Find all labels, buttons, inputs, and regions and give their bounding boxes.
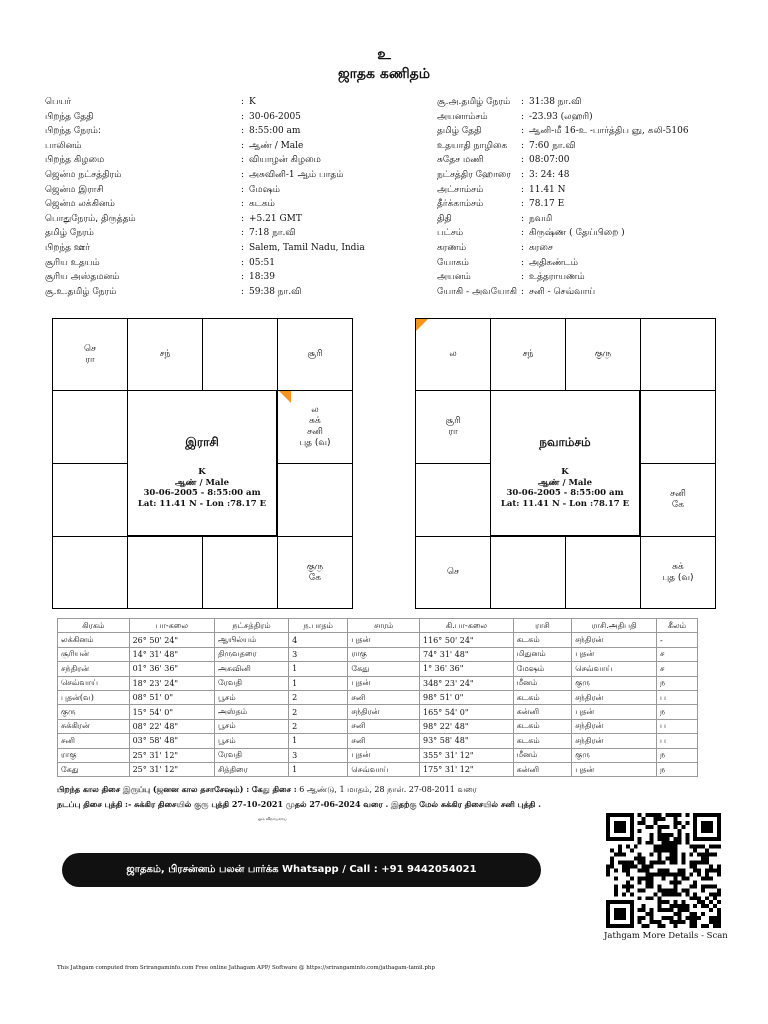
table-cell: கடகம் — [513, 690, 572, 704]
table-cell: 348° 23' 24" — [420, 676, 514, 690]
table-cell: 93° 58' 48" — [420, 734, 514, 748]
detail-value: உத்தராயணம் — [529, 272, 585, 283]
table-cell: கடகம் — [513, 734, 572, 748]
detail-colon: : — [241, 213, 245, 224]
detail-row — [437, 124, 689, 139]
table-cell: திருவதரை — [215, 647, 289, 661]
detail-value: 3: 24: 48 — [529, 169, 570, 180]
column-header: ராசி.அதிபதி — [572, 619, 657, 633]
detail-row — [437, 110, 689, 125]
detail-value: கடகம் — [249, 199, 275, 210]
detail-label: உதயாதி நாழிகை — [437, 140, 508, 151]
detail-row — [437, 183, 689, 198]
table-cell: 1 — [289, 662, 348, 676]
detail-value: 31:38 நா.வி — [529, 97, 582, 107]
detail-label: கரணம் — [437, 242, 467, 253]
table-cell: குரு — [572, 676, 657, 690]
navamsa-house-cell — [640, 463, 716, 537]
planet-label: புத (வ) — [662, 572, 694, 583]
detail-label: பிறந்த ஊர் — [45, 242, 90, 253]
navamsa-title: நவாம்சம் — [539, 435, 591, 449]
table-cell: புதன் — [348, 748, 420, 762]
table-cell: சந்திரன் — [572, 633, 657, 647]
column-header: கி.பா-கலை — [420, 619, 514, 633]
table-cell: ந — [656, 676, 697, 690]
table-row — [58, 762, 698, 776]
qr-caption: Jathgam More Details - Scan — [604, 931, 728, 941]
pillaiyar-suzhi: உ — [377, 45, 391, 63]
planet-position-table — [57, 618, 698, 777]
table-cell: சந்திரன் — [572, 719, 657, 733]
planet-label: சந் — [522, 349, 534, 359]
detail-row — [45, 168, 365, 183]
detail-row — [45, 212, 365, 227]
detail-colon: : — [521, 199, 525, 210]
detail-label: பாலினம் — [45, 140, 82, 151]
detail-label: தமிழ் தேதி — [437, 126, 482, 137]
detail-colon: : — [521, 272, 525, 283]
planet-label: செ — [447, 567, 459, 577]
detail-row — [45, 197, 365, 212]
detail-value: கிருஷ்ண ( தேய்பிறை ) — [529, 228, 625, 239]
rasi-house-cell — [52, 318, 128, 391]
table-cell: மேஷம் — [513, 662, 572, 676]
detail-label: பட்சம் — [437, 228, 464, 239]
center-latlon: Lat: 11.41 N - Lon :78.17 E — [500, 498, 630, 509]
planet-label: கே — [671, 500, 685, 510]
detail-label: அயனாம்சம் — [437, 111, 488, 122]
detail-row — [437, 212, 689, 227]
detail-colon: : — [241, 97, 245, 107]
center-name: K — [198, 467, 206, 477]
planet-label: ரா — [448, 427, 458, 437]
detail-value: 59:38 நா.வி — [249, 286, 302, 297]
detail-value: அதிகண்டம் — [529, 257, 578, 268]
planet-label: சனி — [307, 427, 323, 437]
table-cell: சனி — [348, 690, 420, 704]
navamsa-center-info — [491, 467, 639, 509]
column-header: கிரகம் — [58, 619, 130, 633]
planet-label: செ — [84, 343, 96, 354]
table-cell: ப — [656, 734, 697, 748]
center-datetime: 30-06-2005 - 8:55:00 am — [506, 488, 624, 498]
center-datetime: 30-06-2005 - 8:55:00 am — [143, 488, 261, 498]
navamsa-house-cell — [415, 463, 491, 537]
table-cell: கடகம் — [513, 719, 572, 733]
detail-label: ஜென்ம இராசி — [45, 184, 104, 195]
detail-label: சூரிய உதயம் — [45, 257, 100, 268]
column-header: கீலம் — [656, 619, 697, 633]
table-cell: செவ்வாய் — [58, 676, 130, 690]
table-cell: 175° 31' 12" — [420, 762, 514, 776]
detail-value: அசுவினி-1 ஆம் பாதம் — [249, 169, 344, 180]
detail-colon: : — [241, 199, 245, 210]
planet-label: குரு — [594, 349, 612, 359]
table-cell: 116° 50' 24" — [420, 633, 514, 647]
table-row — [58, 734, 698, 748]
detail-colon: : — [521, 169, 525, 180]
detail-colon: : — [241, 155, 245, 166]
page-title: ஜாதக கணிதம் — [337, 66, 431, 82]
table-cell: பூசம் — [215, 690, 289, 704]
lagna-marker — [279, 391, 291, 403]
table-row — [58, 690, 698, 704]
navamsa-house-cell — [565, 536, 641, 609]
table-cell: கேது — [58, 762, 130, 776]
detail-label: தமிழ் நேரம் — [45, 228, 94, 239]
detail-label: சுதேச மணி — [437, 155, 484, 166]
rasi-house-cell — [277, 536, 353, 609]
column-header: ராசி — [513, 619, 572, 633]
planet-label: கே — [308, 572, 322, 583]
detail-value: மேஷம் — [249, 184, 280, 195]
detail-row — [437, 168, 689, 183]
planet-label: சனி — [670, 489, 686, 499]
table-cell: கடகம் — [513, 633, 572, 647]
table-cell: சந்திரன் — [348, 705, 420, 719]
current-dasa: நடப்பு திசை புத்தி :- சுக்கிர திசையில் குரு புத்தி 27-10-2021 முதல் 27-06-2024 வரை . இதற்கு மேல் சுக்கிர திசையில் சனி புத்தி . — [57, 799, 541, 809]
column-header: நட்சத்திரம் — [215, 619, 289, 633]
table-cell: புதன்(வ) — [58, 690, 130, 704]
table-cell: ரேவதி — [215, 676, 289, 690]
table-cell: புதன் — [348, 633, 420, 647]
detail-colon: : — [241, 184, 245, 195]
table-cell: 2 — [289, 719, 348, 733]
table-cell: 98° 51' 0" — [420, 690, 514, 704]
dasa-balance-value: 6 ஆண்டு, 1 மாதம், 28 நாள். 27-08-2011 வரை — [296, 785, 477, 794]
detail-colon: : — [521, 155, 525, 166]
table-cell: 355° 31' 12" — [420, 748, 514, 762]
rasi-center-info — [128, 467, 276, 509]
detail-label: ஜென்ம லக்கினம் — [45, 199, 115, 210]
table-cell: ச — [656, 662, 697, 676]
rasi-house-cell — [127, 536, 203, 609]
table-row — [58, 705, 698, 719]
planet-label: சந் — [159, 349, 171, 359]
detail-row — [45, 226, 365, 241]
table-cell: கன்னி — [513, 762, 572, 776]
detail-colon: : — [241, 111, 245, 122]
column-header: சாரம் — [348, 619, 420, 633]
center-gender: ஆண் / Male — [174, 477, 230, 488]
table-cell: சுக்கிரன் — [58, 719, 130, 733]
table-cell: 165° 54' 0" — [420, 705, 514, 719]
table-cell: சந்திரன் — [572, 690, 657, 704]
navamsa-house-cell — [640, 390, 716, 464]
qr-code-icon[interactable] — [606, 813, 721, 928]
table-cell: 4 — [289, 633, 348, 647]
detail-row — [45, 256, 365, 271]
detail-label: சூ.அ.தமிழ் நேரம் — [437, 97, 511, 107]
details-left-table — [45, 95, 365, 299]
table-cell: 1 — [289, 676, 348, 690]
detail-colon: : — [241, 126, 245, 137]
detail-colon: : — [521, 184, 525, 195]
center-latlon: Lat: 11.41 N - Lon :78.17 E — [137, 498, 267, 509]
navamsa-house-cell — [640, 318, 716, 391]
table-row — [58, 662, 698, 676]
table-cell: சந்திரன் — [572, 734, 657, 748]
tiny-note: ஓம் விநாயகாய — [258, 816, 287, 821]
table-cell: குரு — [572, 748, 657, 762]
detail-colon: : — [521, 257, 525, 268]
detail-colon: : — [241, 242, 245, 253]
table-cell: சந்திரன் — [58, 662, 130, 676]
rasi-house-cell — [52, 463, 128, 537]
table-cell: சனி — [348, 719, 420, 733]
detail-value: 8:55:00 am — [249, 126, 301, 137]
lagna-marker — [416, 319, 428, 331]
rasi-house-cell — [127, 318, 203, 391]
detail-row — [45, 95, 365, 110]
center-name: K — [561, 467, 569, 477]
detail-colon: : — [241, 169, 245, 180]
planet-table-header — [58, 619, 698, 633]
rasi-house-cell — [52, 536, 128, 609]
detail-value: 11.41 N — [529, 184, 566, 195]
table-cell: மீனம் — [513, 676, 572, 690]
table-cell: ந — [656, 762, 697, 776]
detail-value: சனி - செவ்வாய் — [529, 286, 596, 297]
planet-label: புத (வ) — [299, 438, 331, 448]
detail-colon: : — [241, 286, 245, 297]
table-cell: புதன் — [572, 705, 657, 719]
rasi-title: இராசி — [185, 435, 219, 449]
table-cell: குரு — [58, 705, 130, 719]
table-cell: 03° 58' 48" — [129, 734, 214, 748]
table-cell: அசுவினி — [215, 662, 289, 676]
planet-label: சுக் — [672, 561, 684, 572]
table-row — [58, 748, 698, 762]
rasi-house-cell — [52, 390, 128, 464]
table-cell: ப — [656, 719, 697, 733]
table-cell: ராகு — [58, 748, 130, 762]
table-cell: 1 — [289, 734, 348, 748]
table-row — [58, 719, 698, 733]
table-cell: சூரியன் — [58, 647, 130, 661]
planet-label: ரா — [85, 354, 95, 365]
rasi-house-cell — [202, 536, 278, 609]
table-cell: ஆயில்யம் — [215, 633, 289, 647]
detail-value: 78.17 E — [529, 199, 565, 210]
navamsa-house-cell — [565, 318, 641, 391]
detail-value: கரசை — [529, 242, 553, 253]
table-cell: 98° 22' 48" — [420, 719, 514, 733]
table-cell: மிதுனம் — [513, 647, 572, 661]
detail-value: -23.93 (லஹரி) — [529, 111, 593, 122]
table-cell: புதன் — [572, 647, 657, 661]
detail-colon: : — [521, 286, 525, 297]
detail-value: ஆண் / Male — [249, 140, 304, 151]
table-cell: 74° 31' 48" — [420, 647, 514, 661]
planet-label: சுக் — [309, 416, 321, 426]
navamsa-house-cell — [490, 536, 566, 609]
detail-row — [45, 241, 365, 256]
detail-row — [437, 241, 689, 256]
detail-label: சூ.உ.தமிழ் நேரம் — [45, 286, 117, 297]
detail-label: பிறந்த கிழமை — [45, 155, 105, 166]
rasi-center — [127, 390, 277, 536]
detail-row — [437, 197, 689, 212]
table-cell: சனி — [58, 734, 130, 748]
detail-row — [437, 285, 689, 300]
detail-label: யோகி - அவயோகி — [437, 286, 517, 297]
detail-value: 7:60 நா.வி — [529, 140, 576, 151]
detail-colon: : — [241, 140, 245, 151]
planet-label: ல — [449, 349, 457, 359]
detail-label: யோகம் — [437, 257, 469, 268]
table-cell: 01° 36' 36" — [129, 662, 214, 676]
table-cell: கேது — [348, 662, 420, 676]
detail-row — [45, 110, 365, 125]
table-cell: அஸ்தம் — [215, 705, 289, 719]
table-cell: 3 — [289, 647, 348, 661]
navamsa-chart — [415, 318, 715, 608]
detail-row — [45, 285, 365, 300]
column-header: பா-கலை — [129, 619, 214, 633]
table-cell: கன்னி — [513, 705, 572, 719]
detail-label: பிறந்த நேரம்: — [45, 126, 101, 137]
detail-label: பொதுநேரம், திருத்தம் — [45, 213, 136, 224]
detail-label: தீர்க்காம்சம் — [437, 199, 484, 210]
detail-label: திதி — [437, 213, 452, 224]
planet-label: குரு — [306, 561, 324, 572]
table-cell: புதன் — [572, 762, 657, 776]
rasi-house-cell — [277, 463, 353, 537]
detail-colon: : — [521, 140, 525, 151]
detail-row — [437, 153, 689, 168]
table-cell: ராகு — [348, 647, 420, 661]
table-cell: 2 — [289, 705, 348, 719]
table-cell: லக்கினம் — [58, 633, 130, 647]
detail-row — [45, 183, 365, 198]
table-cell: ந — [656, 748, 697, 762]
contact-banner[interactable]: ஜாதகம், பிரசன்னம் பலன் பார்க்க Whatsapp / Call : +91 9442054021 — [62, 853, 541, 887]
detail-colon: : — [521, 228, 525, 239]
detail-row — [437, 95, 689, 110]
table-cell: பூசம் — [215, 719, 289, 733]
rasi-house-cell — [277, 318, 353, 391]
table-cell: பூசம் — [215, 734, 289, 748]
details-right-table — [437, 95, 689, 299]
detail-colon: : — [241, 228, 245, 239]
detail-colon: : — [521, 213, 525, 224]
detail-label: பிறந்த தேதி — [45, 111, 94, 122]
detail-colon: : — [521, 242, 525, 253]
planet-label: ல — [311, 405, 319, 415]
table-row — [58, 676, 698, 690]
detail-colon: : — [521, 111, 525, 122]
table-cell: 18° 23' 24" — [129, 676, 214, 690]
table-cell: 08° 22' 48" — [129, 719, 214, 733]
detail-label: அயனம் — [437, 272, 471, 283]
rasi-house-cell — [202, 318, 278, 391]
detail-value: வியாழன் கிழமை — [249, 155, 321, 166]
column-header: ந.பாதம் — [289, 619, 348, 633]
table-row — [58, 647, 698, 661]
table-cell: 2 — [289, 690, 348, 704]
detail-row — [437, 270, 689, 285]
table-cell: 3 — [289, 748, 348, 762]
table-cell: 25° 31' 12" — [129, 748, 214, 762]
table-cell: 08° 51' 0" — [129, 690, 214, 704]
table-row — [58, 633, 698, 647]
detail-row — [437, 256, 689, 271]
table-cell: செவ்வாய் — [572, 662, 657, 676]
table-cell: புதன் — [348, 676, 420, 690]
dasa-balance-label: பிறந்த கால திசை இருப்பு (ஜனன கால தசாசேஷம்) : கேது திசை : — [57, 784, 297, 794]
navamsa-center — [490, 390, 640, 536]
table-cell: - — [656, 633, 697, 647]
detail-value: +5.21 GMT — [249, 213, 302, 224]
detail-value: Salem, Tamil Nadu, India — [249, 242, 365, 253]
detail-label: சூரிய அஸ்தமனம் — [45, 272, 120, 283]
center-gender: ஆண் / Male — [537, 477, 593, 488]
footer-note: This Jathgam computed from Srirangaminfo.com Free online Jathagam APP/ Software @ https://srirangaminfo.com/jathagam-tamil.php — [57, 965, 435, 971]
navamsa-house-cell — [415, 536, 491, 609]
table-cell: 14° 31' 48" — [129, 647, 214, 661]
detail-colon: : — [521, 126, 525, 137]
detail-value: 18:39 — [249, 272, 275, 283]
navamsa-house-cell — [490, 318, 566, 391]
planet-label: சூரி — [445, 416, 461, 426]
detail-colon: : — [241, 257, 245, 268]
detail-value: 08:07:00 — [529, 155, 570, 166]
detail-colon: : — [521, 97, 525, 107]
detail-value: 7:18 நா.வி — [249, 228, 296, 239]
table-cell: மீனம் — [513, 748, 572, 762]
table-cell: சனி — [348, 734, 420, 748]
detail-value: ஆனி-மீ 16-உ -பார்த்திப ஞு, கலி-5106 — [529, 126, 689, 137]
detail-colon: : — [241, 272, 245, 283]
table-cell: ச — [656, 647, 697, 661]
table-cell: செவ்வாய் — [348, 762, 420, 776]
detail-row — [45, 124, 365, 139]
detail-label: நட்சத்திர ஹோரை — [437, 169, 511, 180]
detail-label: ஜென்ம நட்சத்திரம் — [45, 169, 122, 180]
detail-label: அட்சாம்சம் — [437, 184, 484, 195]
table-cell: ந — [656, 705, 697, 719]
navamsa-house-cell — [415, 390, 491, 464]
detail-value: K — [249, 97, 256, 107]
detail-label: பெயர் — [45, 97, 72, 107]
detail-value: 30-06-2005 — [249, 111, 301, 122]
dasa-balance — [57, 784, 477, 795]
table-cell: 1° 36' 36" — [420, 662, 514, 676]
table-cell: 26° 50' 24" — [129, 633, 214, 647]
table-cell: ப — [656, 690, 697, 704]
table-cell: சித்திரை — [215, 762, 289, 776]
detail-row — [437, 226, 689, 241]
detail-value: நவமி — [529, 213, 553, 224]
detail-row — [437, 139, 689, 154]
table-cell: 15° 54' 0" — [129, 705, 214, 719]
detail-value: 05:51 — [249, 257, 275, 268]
navamsa-house-cell — [640, 536, 716, 609]
detail-row — [45, 153, 365, 168]
table-cell: ரேவதி — [215, 748, 289, 762]
planet-label: சூரி — [307, 349, 323, 359]
rasi-chart — [52, 318, 352, 608]
table-cell: 1 — [289, 762, 348, 776]
detail-row — [45, 139, 365, 154]
table-cell: 25° 31' 12" — [129, 762, 214, 776]
detail-row — [45, 270, 365, 285]
